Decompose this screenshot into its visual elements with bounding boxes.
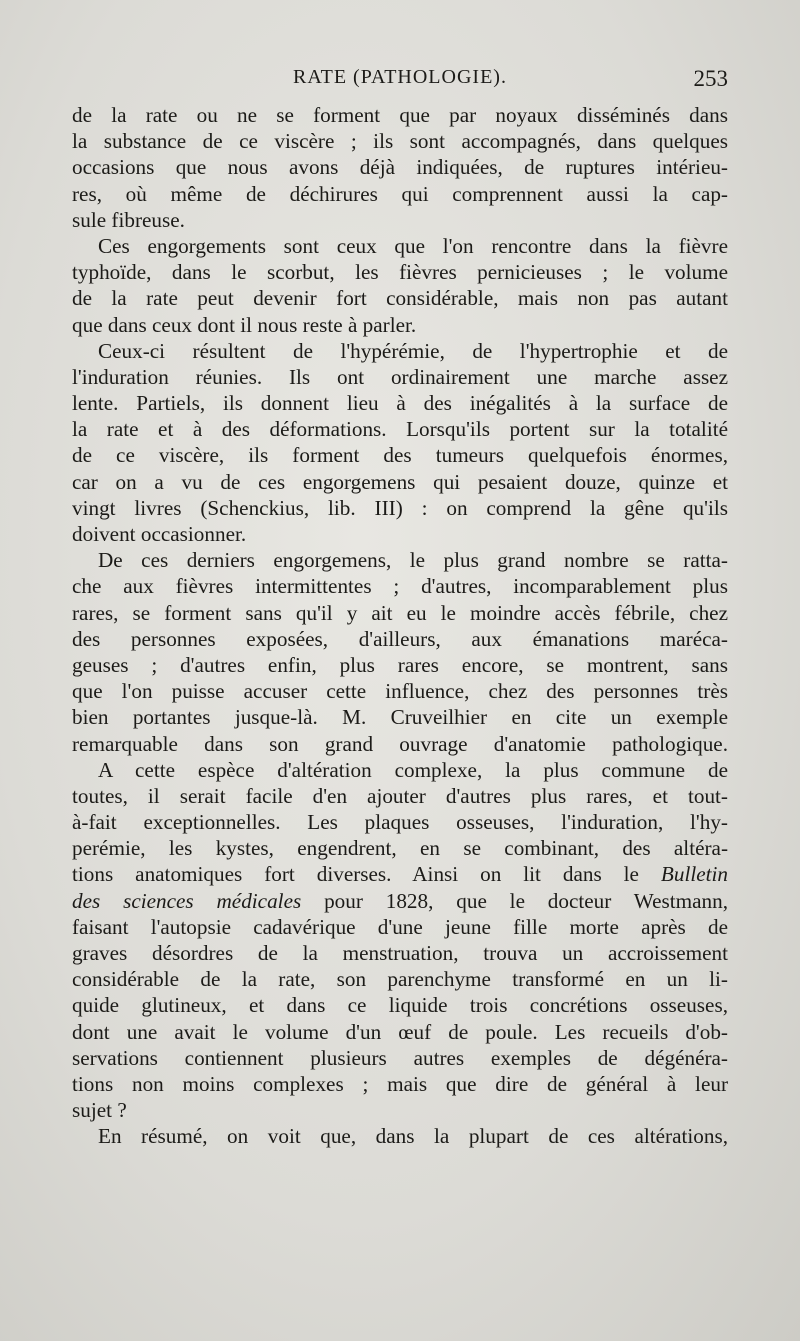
text-line: de la rate peut devenir fort considérable, mais non pas autant <box>72 286 728 311</box>
text-line: rares, se forment sans qu'il y ait eu le moindre accès fébrile, chez <box>72 600 728 625</box>
text-line: que dans ceux dont il nous reste à parler. <box>72 312 417 337</box>
text-line: tions non moins complexes ; mais que dire de général à leur <box>72 1071 728 1096</box>
text-line: l'induration réunies. Ils ont ordinairement une marche assez <box>72 364 728 389</box>
text-line: la substance de ce viscère ; ils sont accompagnés, dans quelques <box>72 129 728 154</box>
text-line: che aux fièvres intermittentes ; d'autres, incomparablement plus <box>72 574 728 599</box>
running-title: RATE (PATHOLOGIE). <box>293 66 507 88</box>
text-line: perémie, les kystes, engendrent, en se combinant, des altéra- <box>72 836 728 861</box>
text-line: res, où même de déchirures qui comprennent aussi la cap- <box>72 181 728 206</box>
text-line: faisant l'autopsie cadavérique d'une jeune fille morte après de <box>72 914 728 939</box>
text-line: vingt livres (Schenckius, lib. III) : on comprend la gêne qu'ils <box>72 495 728 520</box>
page-header <box>72 66 728 96</box>
text-line: remarquable dans son grand ouvrage d'anatomie pathologique. <box>72 731 728 756</box>
text-line: tions anatomiques fort diverses. Ainsi on lit dans le Bulletin <box>72 862 728 887</box>
text-line: typhoïde, dans le scorbut, les fièvres pernicieuses ; le volume <box>72 260 728 285</box>
text-line: geuses ; d'autres enfin, plus rares encore, se montrent, sans <box>72 652 728 677</box>
text-line: considérable de la rate, son parenchyme transformé en un li- <box>72 967 728 992</box>
text-line: occasions que nous avons déjà indiquées, de ruptures intérieu- <box>72 155 728 180</box>
text-line: servations contiennent plusieurs autres exemples de dégénéra- <box>72 1045 728 1070</box>
text-line: à-fait exceptionnelles. Les plaques osseuses, l'induration, l'hy- <box>72 810 728 835</box>
text-line: A cette espèce d'altération complexe, la plus commune de <box>98 757 728 782</box>
text-line: lente. Partiels, ils donnent lieu à des inégalités à la surface de <box>72 391 728 416</box>
text-line: dont une avait le volume d'un œuf de poule. Les recueils d'ob- <box>72 1019 728 1044</box>
text-line: de ce viscère, ils forment des tumeurs quelquefois énormes, <box>72 443 728 468</box>
text-line: car on a vu de ces engorgemens qui pesaient douze, quinze et <box>72 469 728 494</box>
text-line: quide glutineux, et dans ce liquide trois concrétions osseuses, <box>72 993 728 1018</box>
text-line: bien portantes jusque-là. M. Cruveilhier en cite un exemple <box>72 705 728 730</box>
text-line: toutes, il serait facile d'en ajouter d'autres plus rares, et tout- <box>72 783 728 808</box>
text-line: que l'on puisse accuser cette influence, chez des personnes très <box>72 679 728 704</box>
text-line: Ceux-ci résultent de l'hypérémie, de l'hypertrophie et de <box>98 338 728 363</box>
text-line: la rate et à des déformations. Lorsqu'ils portent sur la totalité <box>72 417 728 442</box>
text-line: De ces derniers engorgemens, le plus grand nombre se ratta- <box>98 548 728 573</box>
text-line: doivent occasionner. <box>72 522 247 546</box>
text-line: graves désordres de la menstruation, trouva un accroissement <box>72 941 728 965</box>
text-line: sule fibreuse. <box>72 207 185 232</box>
text-line: En résumé, on voit que, dans la plupart de ces altérations, <box>98 1124 728 1149</box>
body-text <box>72 102 728 1150</box>
text-line: des personnes exposées, d'ailleurs, aux émanations maréca- <box>72 626 728 651</box>
text-line: de la rate ou ne se forment que par noyaux disséminés dans <box>72 103 728 127</box>
text-line: sujet ? <box>72 1098 127 1123</box>
page-number: 253 <box>693 66 728 91</box>
text-line: des sciences médicales pour 1828, que le docteur Westmann, <box>72 888 728 913</box>
text-line: Ces engorgements sont ceux que l'on rencontre dans la fièvre <box>98 233 728 258</box>
